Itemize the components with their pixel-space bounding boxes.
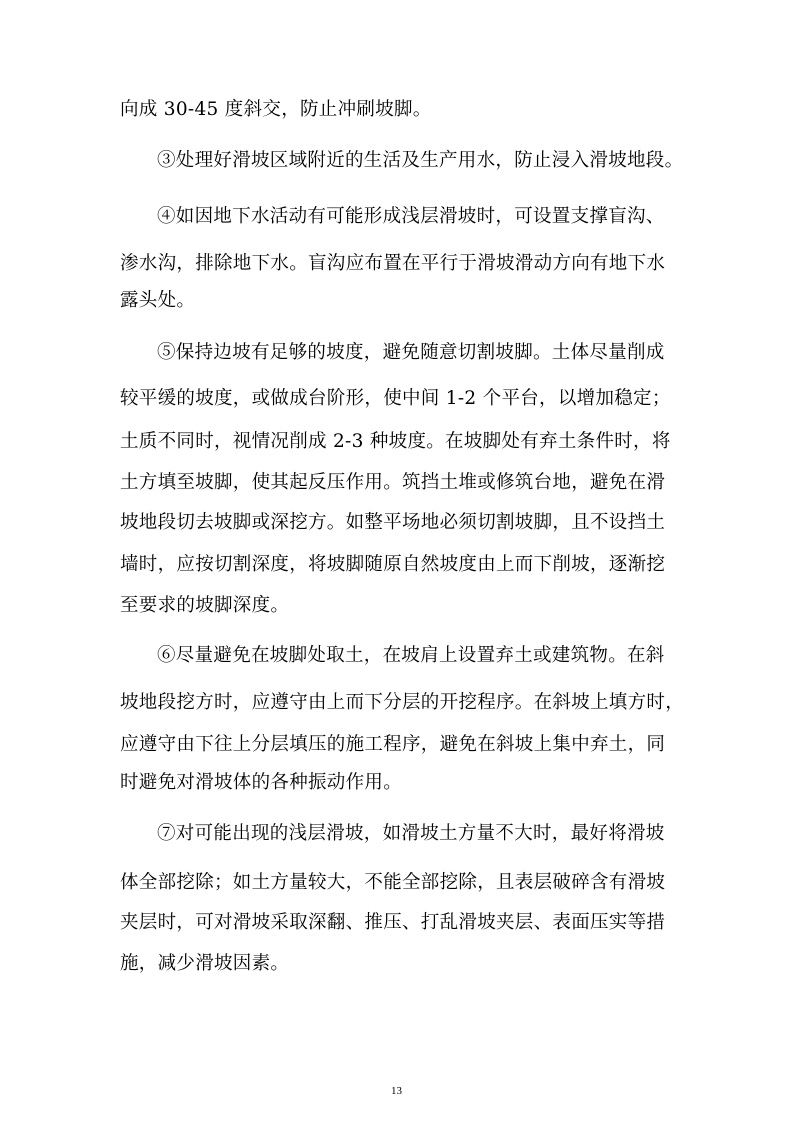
paragraph-line: 应遵守由下往上分层填压的施工程序，避免在斜坡上集中弃土，同 xyxy=(120,734,666,755)
paragraph-line: ⑤保持边坡有足够的坡度，避免随意切割坡脚。土体尽量削成 xyxy=(157,342,665,363)
paragraph-line: 土方填至坡脚，使其起反压作用。筑挡土堆或修筑台地，避免在滑 xyxy=(120,472,666,493)
paragraph-line: 土质不同时，视情况削成 2-3 种坡度。在坡脚处有弃土条件时，将 xyxy=(120,431,671,452)
paragraph-line: ③处理好滑坡区域附近的生活及生产用水，防止浸入滑坡地段。 xyxy=(157,150,684,171)
paragraph-line: 坡地段切去坡脚或深挖方。如整平场地必须切割坡脚，且不设挡土 xyxy=(120,512,666,533)
paragraph-line: 向成 30-45 度斜交，防止冲刷坡脚。 xyxy=(120,99,432,120)
page-number: 13 xyxy=(391,1085,402,1097)
paragraph-line: 坡地段挖方时，应遵守由上而下分层的开挖程序。在斜坡上填方时， xyxy=(120,692,685,713)
paragraph-line: 夹层时，可对滑坡采取深翻、推压、打乱滑坡夹层、表面压实等措 xyxy=(120,912,666,933)
paragraph-line: 渗水沟，排除地下水。盲沟应布置在平行于滑坡滑动方向有地下水 xyxy=(120,253,666,274)
paragraph-line: ⑦对可能出现的浅层滑坡，如滑坡土方量不大时，最好将滑坡 xyxy=(157,823,665,844)
paragraph-line: 体全部挖除；如土方量较大，不能全部挖除，且表层破碎含有滑坡 xyxy=(120,872,666,893)
paragraph-line: 较平缓的坡度，或做成台阶形，使中间 1-2 个平台，以增加稳定； xyxy=(120,388,671,409)
paragraph-line: 至要求的坡脚深度。 xyxy=(120,595,290,616)
paragraph-line: 露头处。 xyxy=(120,290,196,311)
paragraph-line: ⑥尽量避免在坡脚处取土，在坡肩上设置弃土或建筑物。在斜 xyxy=(157,645,665,666)
paragraph-line: 墙时，应按切割深度，将坡脚随原自然坡度由上而下削坡，逐渐挖 xyxy=(120,554,666,575)
paragraph-line: 时避免对滑坡体的各种振动作用。 xyxy=(120,772,403,793)
paragraph-line: 施，减少滑坡因素。 xyxy=(120,953,290,974)
paragraph-line: ④如因地下水活动有可能形成浅层滑坡时，可设置支撑盲沟、 xyxy=(157,206,665,227)
